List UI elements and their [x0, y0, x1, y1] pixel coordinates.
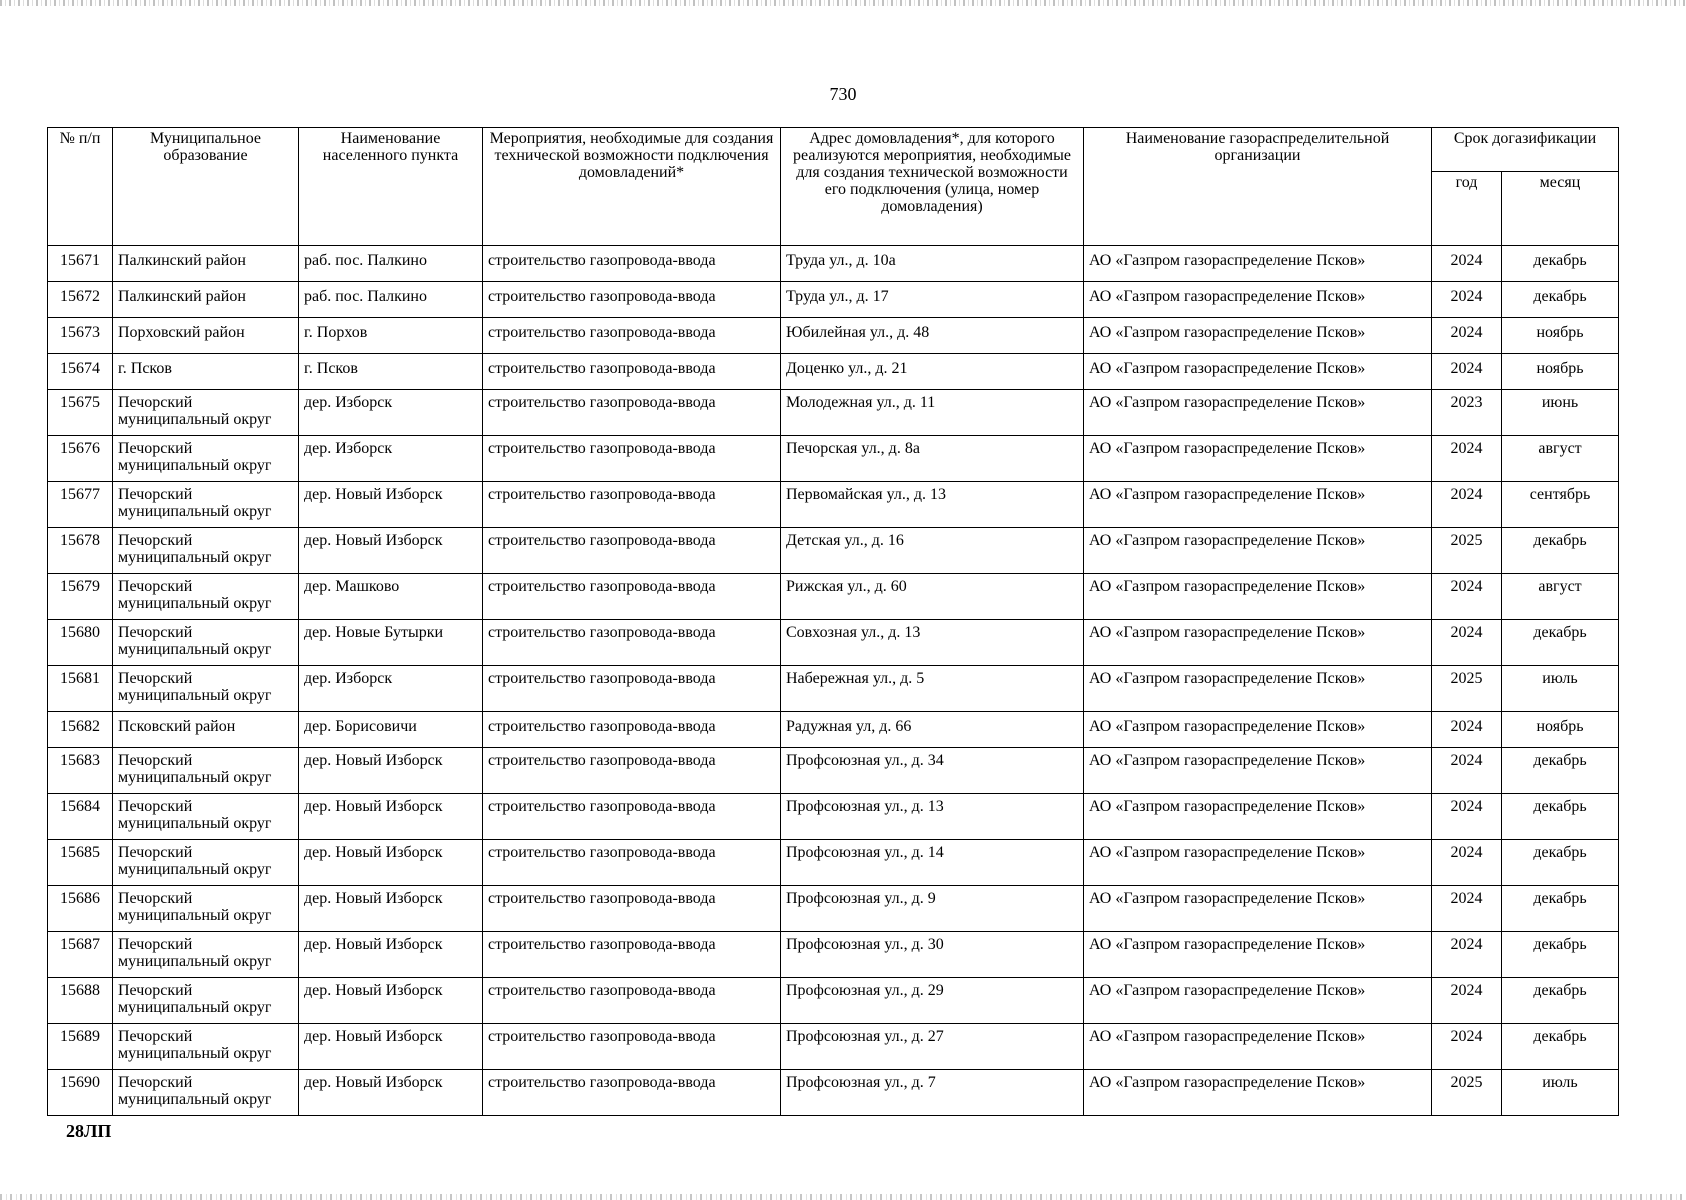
- header-municipality: Муниципальное образование: [113, 128, 299, 246]
- cell-organization: АО «Газпром газораспределение Псков»: [1084, 436, 1432, 482]
- cell-measures: строительство газопровода-ввода: [483, 318, 781, 354]
- cell-organization: АО «Газпром газораспределение Псков»: [1084, 482, 1432, 528]
- cell-measures: строительство газопровода-ввода: [483, 886, 781, 932]
- cell-month: декабрь: [1502, 840, 1619, 886]
- cell-organization: АО «Газпром газораспределение Псков»: [1084, 1070, 1432, 1116]
- cell-municipality: Печорский муниципальный округ: [113, 978, 299, 1024]
- cell-organization: АО «Газпром газораспределение Псков»: [1084, 748, 1432, 794]
- cell-num: 15676: [48, 436, 113, 482]
- table-row: [48, 436, 1619, 482]
- table-row: [48, 246, 1619, 282]
- cell-settlement: дер. Новый Изборск: [299, 1024, 483, 1070]
- cell-month: июль: [1502, 666, 1619, 712]
- cell-settlement: дер. Изборск: [299, 436, 483, 482]
- cell-measures: строительство газопровода-ввода: [483, 620, 781, 666]
- scan-edge-top: [0, 0, 1686, 6]
- cell-organization: АО «Газпром газораспределение Псков»: [1084, 620, 1432, 666]
- footer-code: 28ЛП: [66, 1121, 112, 1141]
- table-row: [48, 712, 1619, 748]
- cell-organization: АО «Газпром газораспределение Псков»: [1084, 354, 1432, 390]
- cell-municipality: Печорский муниципальный округ: [113, 794, 299, 840]
- table-row: [48, 748, 1619, 794]
- cell-address: Профсоюзная ул., д. 13: [781, 794, 1084, 840]
- cell-year: 2024: [1432, 748, 1502, 794]
- cell-municipality: Печорский муниципальный округ: [113, 620, 299, 666]
- cell-organization: АО «Газпром газораспределение Псков»: [1084, 932, 1432, 978]
- cell-measures: строительство газопровода-ввода: [483, 246, 781, 282]
- cell-month: декабрь: [1502, 794, 1619, 840]
- cell-address: Труда ул., д. 17: [781, 282, 1084, 318]
- table-row: [48, 354, 1619, 390]
- cell-year: 2023: [1432, 390, 1502, 436]
- table-row: [48, 978, 1619, 1024]
- cell-month: июнь: [1502, 390, 1619, 436]
- cell-month: ноябрь: [1502, 318, 1619, 354]
- cell-year: 2024: [1432, 574, 1502, 620]
- table-row: [48, 528, 1619, 574]
- cell-municipality: Печорский муниципальный округ: [113, 666, 299, 712]
- cell-num: 15678: [48, 528, 113, 574]
- header-settlement: Наименование населенного пункта: [299, 128, 483, 246]
- cell-month: декабрь: [1502, 932, 1619, 978]
- cell-year: 2024: [1432, 886, 1502, 932]
- page-number: 730: [829, 84, 857, 104]
- cell-organization: АО «Газпром газораспределение Псков»: [1084, 574, 1432, 620]
- cell-municipality: Печорский муниципальный округ: [113, 390, 299, 436]
- cell-measures: строительство газопровода-ввода: [483, 712, 781, 748]
- table-row: [48, 840, 1619, 886]
- cell-settlement: дер. Новый Изборск: [299, 978, 483, 1024]
- cell-num: 15689: [48, 1024, 113, 1070]
- cell-municipality: Печорский муниципальный округ: [113, 436, 299, 482]
- cell-organization: АО «Газпром газораспределение Псков»: [1084, 246, 1432, 282]
- cell-num: 15690: [48, 1070, 113, 1116]
- cell-municipality: Печорский муниципальный округ: [113, 528, 299, 574]
- cell-settlement: дер. Новый Изборск: [299, 886, 483, 932]
- header-month: месяц: [1502, 172, 1619, 246]
- cell-municipality: Печорский муниципальный округ: [113, 840, 299, 886]
- cell-municipality: Печорский муниципальный округ: [113, 886, 299, 932]
- cell-address: Профсоюзная ул., д. 9: [781, 886, 1084, 932]
- header-measures: Мероприятия, необходимые для создания технической возможности подключения домовладений*: [483, 128, 781, 246]
- cell-num: 15674: [48, 354, 113, 390]
- cell-month: август: [1502, 436, 1619, 482]
- cell-address: Молодежная ул., д. 11: [781, 390, 1084, 436]
- cell-address: Юбилейная ул., д. 48: [781, 318, 1084, 354]
- cell-measures: строительство газопровода-ввода: [483, 1024, 781, 1070]
- cell-organization: АО «Газпром газораспределение Псков»: [1084, 794, 1432, 840]
- cell-measures: строительство газопровода-ввода: [483, 666, 781, 712]
- cell-organization: АО «Газпром газораспределение Псков»: [1084, 318, 1432, 354]
- table-row: [48, 390, 1619, 436]
- cell-measures: строительство газопровода-ввода: [483, 932, 781, 978]
- cell-month: декабрь: [1502, 282, 1619, 318]
- cell-settlement: г. Псков: [299, 354, 483, 390]
- cell-measures: строительство газопровода-ввода: [483, 482, 781, 528]
- cell-measures: строительство газопровода-ввода: [483, 354, 781, 390]
- table-row: [48, 482, 1619, 528]
- cell-year: 2024: [1432, 282, 1502, 318]
- cell-settlement: раб. пос. Палкино: [299, 246, 483, 282]
- cell-address: Радужная ул, д. 66: [781, 712, 1084, 748]
- header-organization: Наименование газораспределительной организации: [1084, 128, 1432, 246]
- cell-settlement: раб. пос. Палкино: [299, 282, 483, 318]
- cell-month: декабрь: [1502, 886, 1619, 932]
- cell-address: Рижская ул., д. 60: [781, 574, 1084, 620]
- cell-address: Набережная ул., д. 5: [781, 666, 1084, 712]
- cell-organization: АО «Газпром газораспределение Псков»: [1084, 666, 1432, 712]
- cell-num: 15680: [48, 620, 113, 666]
- cell-num: 15679: [48, 574, 113, 620]
- cell-settlement: дер. Новый Изборск: [299, 1070, 483, 1116]
- cell-year: 2024: [1432, 482, 1502, 528]
- cell-settlement: дер. Новый Изборск: [299, 794, 483, 840]
- cell-address: Профсоюзная ул., д. 14: [781, 840, 1084, 886]
- cell-measures: строительство газопровода-ввода: [483, 748, 781, 794]
- cell-num: 15671: [48, 246, 113, 282]
- cell-organization: АО «Газпром газораспределение Псков»: [1084, 390, 1432, 436]
- cell-measures: строительство газопровода-ввода: [483, 978, 781, 1024]
- table-row: [48, 282, 1619, 318]
- cell-municipality: Печорский муниципальный округ: [113, 574, 299, 620]
- cell-organization: АО «Газпром газораспределение Псков»: [1084, 528, 1432, 574]
- cell-address: Профсоюзная ул., д. 27: [781, 1024, 1084, 1070]
- header-year: год: [1432, 172, 1502, 246]
- cell-address: Детская ул., д. 16: [781, 528, 1084, 574]
- cell-organization: АО «Газпром газораспределение Псков»: [1084, 978, 1432, 1024]
- cell-settlement: дер. Новый Изборск: [299, 482, 483, 528]
- cell-settlement: дер. Новый Изборск: [299, 748, 483, 794]
- cell-month: декабрь: [1502, 1024, 1619, 1070]
- cell-municipality: Печорский муниципальный округ: [113, 1024, 299, 1070]
- cell-num: 15675: [48, 390, 113, 436]
- header-address: Адрес домовладения*, для которого реализуются мероприятия, необходимые для создания технической возможности его подключения (улица, номер домовладения): [781, 128, 1084, 246]
- cell-settlement: дер. Изборск: [299, 666, 483, 712]
- cell-municipality: г. Псков: [113, 354, 299, 390]
- cell-year: 2024: [1432, 354, 1502, 390]
- cell-address: Первомайская ул., д. 13: [781, 482, 1084, 528]
- cell-address: Профсоюзная ул., д. 29: [781, 978, 1084, 1024]
- cell-municipality: Печорский муниципальный округ: [113, 1070, 299, 1116]
- cell-municipality: Порховский район: [113, 318, 299, 354]
- cell-num: 15684: [48, 794, 113, 840]
- table-row: [48, 1070, 1619, 1116]
- table-row: [48, 886, 1619, 932]
- cell-month: сентябрь: [1502, 482, 1619, 528]
- table-row: [48, 620, 1619, 666]
- cell-month: ноябрь: [1502, 354, 1619, 390]
- cell-settlement: дер. Новый Изборск: [299, 932, 483, 978]
- gasification-table: [47, 127, 1619, 1116]
- cell-month: декабрь: [1502, 748, 1619, 794]
- table-header: [48, 128, 1619, 246]
- table-row: [48, 666, 1619, 712]
- cell-measures: строительство газопровода-ввода: [483, 390, 781, 436]
- cell-month: август: [1502, 574, 1619, 620]
- cell-address: Профсоюзная ул., д. 30: [781, 932, 1084, 978]
- cell-settlement: дер. Машково: [299, 574, 483, 620]
- cell-num: 15683: [48, 748, 113, 794]
- cell-measures: строительство газопровода-ввода: [483, 528, 781, 574]
- cell-municipality: Палкинский район: [113, 246, 299, 282]
- cell-year: 2024: [1432, 794, 1502, 840]
- cell-municipality: Печорский муниципальный округ: [113, 482, 299, 528]
- table-row: [48, 1024, 1619, 1070]
- cell-year: 2025: [1432, 1070, 1502, 1116]
- header-num: № п/п: [48, 128, 113, 246]
- cell-settlement: дер. Новый Изборск: [299, 840, 483, 886]
- table-row: [48, 574, 1619, 620]
- cell-num: 15685: [48, 840, 113, 886]
- cell-num: 15673: [48, 318, 113, 354]
- cell-year: 2024: [1432, 840, 1502, 886]
- cell-organization: АО «Газпром газораспределение Псков»: [1084, 886, 1432, 932]
- cell-settlement: дер. Изборск: [299, 390, 483, 436]
- cell-month: ноябрь: [1502, 712, 1619, 748]
- cell-measures: строительство газопровода-ввода: [483, 574, 781, 620]
- cell-municipality: Печорский муниципальный округ: [113, 748, 299, 794]
- cell-address: Профсоюзная ул., д. 7: [781, 1070, 1084, 1116]
- cell-organization: АО «Газпром газораспределение Псков»: [1084, 712, 1432, 748]
- cell-month: июль: [1502, 1070, 1619, 1116]
- cell-address: Совхозная ул., д. 13: [781, 620, 1084, 666]
- cell-settlement: г. Порхов: [299, 318, 483, 354]
- cell-year: 2025: [1432, 528, 1502, 574]
- cell-settlement: дер. Новый Изборск: [299, 528, 483, 574]
- cell-measures: строительство газопровода-ввода: [483, 840, 781, 886]
- cell-measures: строительство газопровода-ввода: [483, 794, 781, 840]
- cell-year: 2024: [1432, 620, 1502, 666]
- cell-month: декабрь: [1502, 978, 1619, 1024]
- header-deadline: Срок догазификации: [1432, 128, 1619, 172]
- cell-settlement: дер. Новые Бутырки: [299, 620, 483, 666]
- cell-municipality: Печорский муниципальный округ: [113, 932, 299, 978]
- cell-year: 2024: [1432, 712, 1502, 748]
- cell-year: 2024: [1432, 246, 1502, 282]
- cell-year: 2024: [1432, 436, 1502, 482]
- cell-year: 2024: [1432, 978, 1502, 1024]
- cell-num: 15687: [48, 932, 113, 978]
- cell-year: 2024: [1432, 932, 1502, 978]
- table-row: [48, 932, 1619, 978]
- cell-measures: строительство газопровода-ввода: [483, 436, 781, 482]
- cell-num: 15677: [48, 482, 113, 528]
- cell-measures: строительство газопровода-ввода: [483, 282, 781, 318]
- cell-organization: АО «Газпром газораспределение Псков»: [1084, 282, 1432, 318]
- cell-num: 15688: [48, 978, 113, 1024]
- cell-num: 15682: [48, 712, 113, 748]
- cell-settlement: дер. Борисовичи: [299, 712, 483, 748]
- cell-organization: АО «Газпром газораспределение Псков»: [1084, 1024, 1432, 1070]
- table-row: [48, 318, 1619, 354]
- cell-month: декабрь: [1502, 246, 1619, 282]
- cell-month: декабрь: [1502, 528, 1619, 574]
- cell-address: Труда ул., д. 10а: [781, 246, 1084, 282]
- cell-num: 15681: [48, 666, 113, 712]
- cell-address: Профсоюзная ул., д. 34: [781, 748, 1084, 794]
- cell-municipality: Палкинский район: [113, 282, 299, 318]
- cell-address: Доценко ул., д. 21: [781, 354, 1084, 390]
- scan-edge-bottom: [0, 1194, 1686, 1200]
- table-row: [48, 794, 1619, 840]
- cell-address: Печорская ул., д. 8а: [781, 436, 1084, 482]
- cell-num: 15686: [48, 886, 113, 932]
- cell-measures: строительство газопровода-ввода: [483, 1070, 781, 1116]
- cell-municipality: Псковский район: [113, 712, 299, 748]
- cell-organization: АО «Газпром газораспределение Псков»: [1084, 840, 1432, 886]
- cell-year: 2024: [1432, 1024, 1502, 1070]
- cell-month: декабрь: [1502, 620, 1619, 666]
- cell-year: 2025: [1432, 666, 1502, 712]
- cell-year: 2024: [1432, 318, 1502, 354]
- table-body: [48, 246, 1619, 1116]
- cell-num: 15672: [48, 282, 113, 318]
